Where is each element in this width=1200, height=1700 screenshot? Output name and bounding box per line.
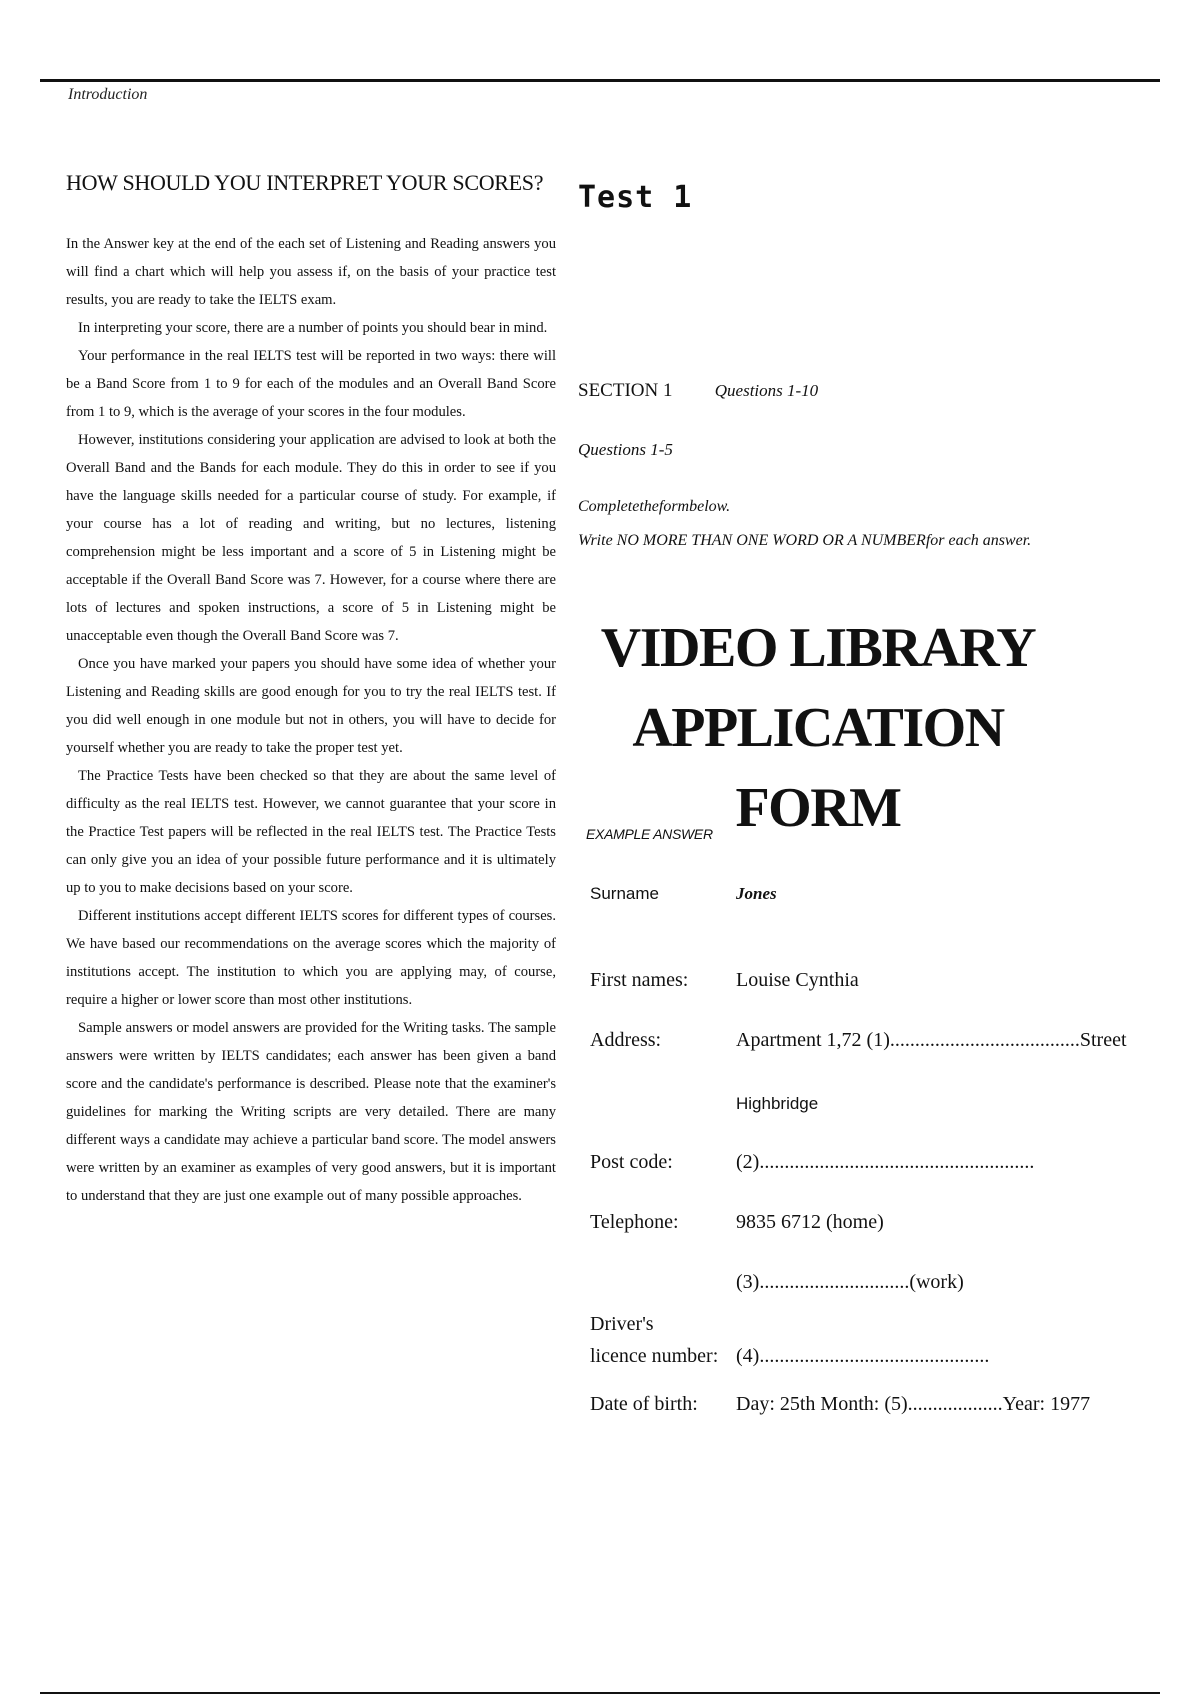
right-column — [578, 180, 1127, 1415]
telephone-label: Telephone: — [590, 1211, 679, 1233]
telephone-value: 9835 6712 (home) — [736, 1211, 884, 1233]
paragraph-2: In interpreting your score, there are a number of points you should bear in mind. — [78, 320, 548, 336]
licence-label — [590, 1310, 740, 1370]
section-header — [578, 380, 818, 402]
post-code-label: Post code: — [590, 1151, 673, 1173]
paragraph-3: Your performance in the real IELTS test will be reported in two ways: there will be a Band Score from 1 to 9 for each of the modules and an Overall Band Score from 1 to 9, which is the average of your scores in the four modules. — [66, 348, 556, 420]
dob-label: Date of birth: — [590, 1393, 698, 1415]
surname-label: Surname — [590, 884, 659, 903]
address-line-2: Highbridge — [736, 1094, 819, 1113]
left-column — [66, 170, 556, 1210]
left-heading: HOW SHOULD YOU INTERPRET YOUR SCORES? — [66, 170, 544, 195]
example-answer-label: EXAMPLE ANSWER — [586, 826, 713, 842]
paragraph-1: In the Answer key at the end of the each set of Listening and Reading answers you will find a chart which will help you assess if, on the basis of your practice test results, you are ready to take the IELTS exam. — [66, 236, 556, 308]
section-label: SECTION 1 — [578, 380, 673, 401]
test-title: Test 1 — [578, 180, 693, 215]
instruction-complete: Completetheformbelow. — [578, 498, 731, 515]
dob-value: Day: 25th Month: (5)...................Year: 1977 — [736, 1393, 1091, 1415]
paragraph-4: However, institutions considering your application are advised to look at both the Overall Band and the Bands for each module. They do this in order to see if you have the language skills needed for a particular course of study. For example, if your course has a lot of reading and writing, but no lectures, listening comprehension might be less important and a score of 5 in Listening might be acceptable if the Overall Band Score was 7. However, for a course where there are lots of lectures and spoken instructions, a score of 5 in Listening might be unacceptable even though the Overall Band Score was 7. — [66, 432, 556, 644]
first-names-label: First names: — [590, 969, 689, 991]
bottom-rule — [40, 1692, 1160, 1694]
address-value: Apartment 1,72 (1)......................................Street — [736, 1029, 1127, 1051]
paragraph-6: The Practice Tests have been checked so that they are about the same level of difficulty as the real IELTS test. However, we cannot guarantee that your score in the Practice Test papers will be reflected in the real IELTS test. The Practice Tests can only give you an idea of your possible future performance and it is ultimately up to you to make decisions based on your score. — [66, 768, 556, 896]
post-code-value: (2)....................................................... — [736, 1151, 1035, 1173]
address-label: Address: — [590, 1029, 662, 1051]
telephone-work-value: (3)..............................(work) — [736, 1271, 964, 1293]
top-rule — [40, 79, 1160, 82]
running-head: Introduction — [68, 86, 148, 103]
form-title — [578, 608, 1058, 848]
licence-label-line-2: licence number: — [590, 1345, 719, 1367]
paragraph-8: Sample answers or model answers are provided for the Writing tasks. The sample answers were written by IELTS candidates; each answer has been given a band score and the candidate's performance is described. Please note that the examiner's guidelines for marking the Writing scripts are very detailed. There are many different ways a candidate may achieve a particular band score. The model answers were written by an examiner as examples of very good answers, but it is important to understand that they are just one example out of many possible approaches. — [66, 1020, 556, 1204]
form-title-line-1: VIDEO LIBRARY — [600, 617, 1036, 679]
form-title-line-2: APPLICATION FORM — [632, 697, 1004, 839]
section-questions: Questions 1-10 — [714, 381, 819, 400]
licence-value: (4).............................................. — [736, 1345, 990, 1367]
first-names-value: Louise Cynthia — [736, 969, 859, 991]
licence-label-line-1: Driver's — [590, 1313, 654, 1335]
instruction-word-limit: Write NO MORE THAN ONE WORD OR A NUMBERfor each answer. — [578, 532, 1032, 549]
paragraph-5: Once you have marked your papers you should have some idea of whether your Listening and Reading skills are good enough for you to try the real IELTS test. If you did well enough in one module but not in others, you will have to decide for yourself whether you are ready to take the proper test yet. — [66, 656, 556, 756]
paragraph-7: Different institutions accept different IELTS scores for different types of courses. We have based our recommendations on the average scores which the majority of institutions accept. The institution to which you are applying may, of course, require a higher or lower score than most other institutions. — [66, 908, 556, 1008]
questions-range: Questions 1-5 — [578, 440, 673, 459]
surname-value: Jones — [736, 884, 777, 903]
